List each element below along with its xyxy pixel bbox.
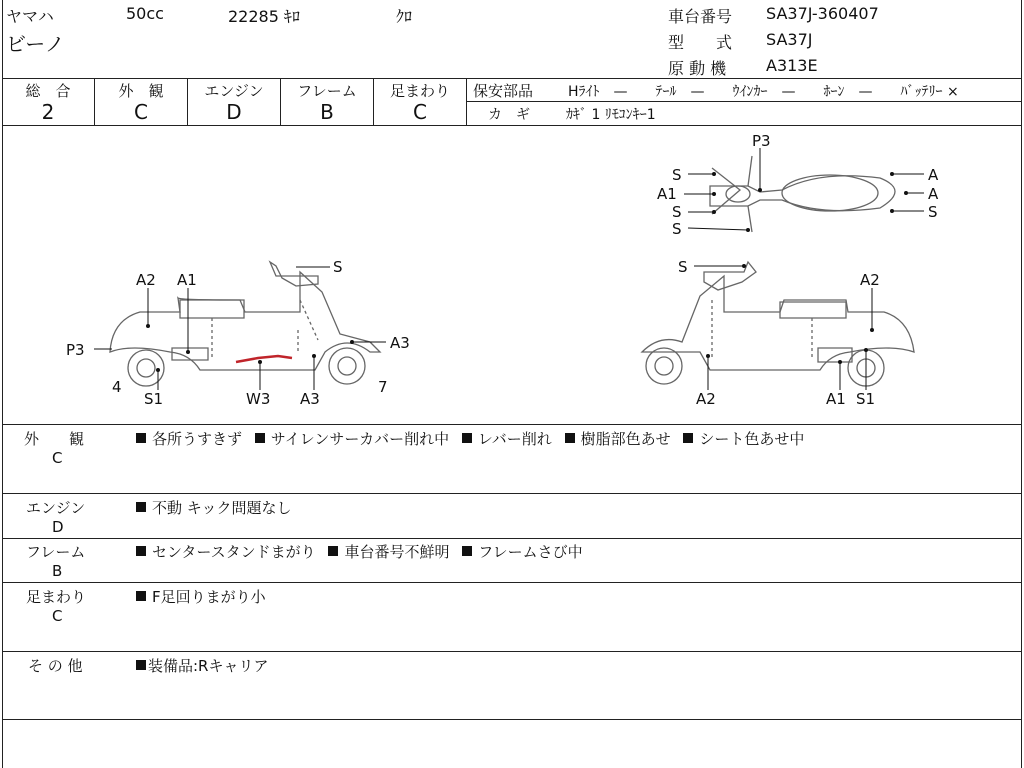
note-item: 各所うすきず <box>152 430 243 448</box>
diagram-label: S <box>333 258 343 276</box>
note-grade: C <box>52 449 63 467</box>
model-name: ビーノ <box>6 32 65 56</box>
note-category: 外 観 <box>24 430 85 448</box>
mileage: 22285 ｷﾛ <box>228 7 300 26</box>
divider <box>2 493 1022 494</box>
engine-grade: D <box>226 100 242 124</box>
note-items-other <box>136 655 268 676</box>
overall-grade-label: 総 合 <box>25 82 71 100</box>
suspension-grade-label: 足まわり <box>389 82 450 100</box>
model-type-label: 型 式 <box>668 33 733 52</box>
diagram-label: A2 <box>136 271 156 289</box>
divider <box>2 582 1022 583</box>
note-category: そ の 他 <box>28 657 83 675</box>
diagram-label: S1 <box>856 390 876 408</box>
diagram-label: A2 <box>860 271 880 289</box>
divider <box>2 78 1022 79</box>
diagram-label: A2 <box>696 390 716 408</box>
diagram-label: S1 <box>144 390 164 408</box>
engine-code: A313E <box>766 56 818 75</box>
frame-grade-label: フレーム <box>297 82 357 100</box>
note-grade: D <box>52 518 64 536</box>
note-items-engine <box>136 497 291 518</box>
left-view-seat <box>180 300 244 318</box>
frame-number: SA37J-360407 <box>766 4 879 23</box>
note-item: 樹脂部色あせ <box>580 430 671 448</box>
diagram-label: S <box>672 166 682 184</box>
maker: ヤマハ <box>6 7 54 26</box>
color: ｸﾛ <box>396 7 413 26</box>
displacement: 50cc <box>126 4 164 23</box>
right-view-body-outline <box>642 276 914 370</box>
diagram-label: P3 <box>66 341 85 359</box>
divider <box>2 719 1022 720</box>
suspension-grade: C <box>413 100 427 124</box>
diagram-label: S <box>928 203 938 221</box>
divider <box>2 538 1022 539</box>
keys-label: カ ギ <box>488 107 530 123</box>
note-grade: C <box>52 607 63 625</box>
diagram-label: W3 <box>246 390 271 408</box>
note-grade: B <box>52 562 63 580</box>
exterior-grade-label: 外 観 <box>118 82 164 100</box>
note-item: 装備品:Rキャリア <box>148 657 269 675</box>
diagram-label: 4 <box>112 378 122 396</box>
divider <box>2 424 1022 425</box>
note-category: エンジン <box>26 499 86 517</box>
safety-parts-items: Hﾗｲﾄ — ﾃｰﾙ — ｳｲﾝｶｰ — ﾎｰﾝ — ﾊﾞｯﾃﾘｰ × <box>568 84 959 100</box>
divider <box>467 101 1022 102</box>
exterior-grade: C <box>134 100 148 124</box>
diagram-label: 7 <box>378 378 388 396</box>
note-item: センタースタンドまがり <box>152 543 316 561</box>
diagram-label: A3 <box>390 334 410 352</box>
note-item: サイレンサーカバー削れ中 <box>270 430 450 448</box>
note-items-suspension <box>136 586 266 607</box>
frame-number-label: 車台番号 <box>668 7 733 26</box>
diagram-label: A1 <box>177 271 197 289</box>
note-items-exterior <box>136 428 804 449</box>
model-type: SA37J <box>766 30 813 49</box>
rear-wheel-left-view <box>329 348 365 384</box>
note-item: 車台番号不鮮明 <box>344 543 450 561</box>
diagram-label: S <box>672 203 682 221</box>
diagram-label: A <box>928 166 939 184</box>
safety-parts-label: 保安部品 <box>473 82 534 100</box>
divider <box>2 651 1022 652</box>
note-category: 足まわり <box>26 588 87 606</box>
diagram-label: A3 <box>300 390 320 408</box>
note-category: フレーム <box>26 543 86 561</box>
engine-grade-label: エンジン <box>204 82 264 100</box>
diagram-label: A1 <box>826 390 846 408</box>
note-item: レバー削れ <box>477 430 552 448</box>
right-view-seat <box>780 302 846 318</box>
frame-grade: B <box>320 100 334 124</box>
diagram-label: P3 <box>752 132 771 150</box>
diagram-label: A <box>928 185 939 203</box>
note-item: F足回りまがり小 <box>152 588 266 606</box>
note-item: シート色あせ中 <box>699 430 805 448</box>
diagram-label: S <box>672 220 682 238</box>
keys-value: ｶｷﾞ 1 ﾘﾓｺﾝｷｰ1 <box>566 107 656 123</box>
note-item: フレームさび中 <box>478 543 583 561</box>
diagram-label: S <box>678 258 688 276</box>
note-item: 不動 キック問題なし <box>152 499 292 517</box>
front-wheel-left-view <box>128 350 164 386</box>
note-items-frame <box>136 541 583 562</box>
scooter-damage-diagram <box>0 126 1024 424</box>
engine-code-label: 原 動 機 <box>668 59 727 78</box>
diagram-label: A1 <box>657 185 677 203</box>
top-view-seat <box>782 175 878 211</box>
scratch-mark <box>236 356 292 362</box>
overall-grade: 2 <box>41 100 55 124</box>
front-wheel-right-view <box>646 348 682 384</box>
divider <box>466 78 467 125</box>
